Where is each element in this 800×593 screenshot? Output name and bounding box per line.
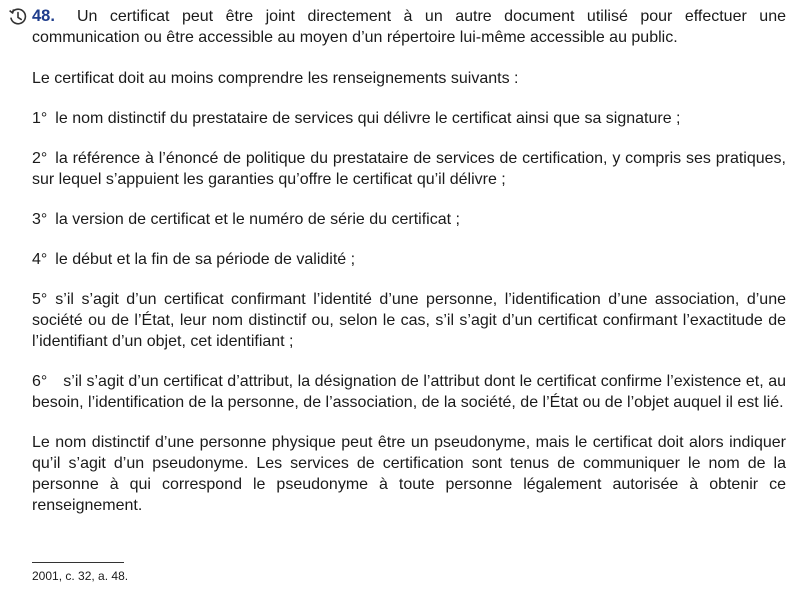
list-item-2 [8,148,786,190]
article-closing-paragraph: Le nom distinctif d’une personne physique peut être un pseudonyme, mais le certificat doit alors indiquer qu’il s’agit d’un pseudonyme. Les services de certification sont tenus de communiquer le nom de la personne à qui correspond le pseudonyme à toute personne légalement autorisée à obtenir ce renseignement. [32,434,786,514]
list-item-text: s’il s’agit d’un certificat d’attribut, la désignation de l’attribut dont le certificat confirme l’existence et, au besoin, l’identification de la personne, de l’association, de la société, de l’État ou de l’objet auquel il est lié. [32,373,786,411]
article-intro-text: Un certificat peut être joint directement à un autre document utilisé pour effectuer une communication ou être accessible au moyen d’un répertoire lui-même accessible au public. [32,8,786,46]
list-item-text: le début et la fin de sa période de validité ; [55,251,356,268]
list-item-1 [8,108,786,129]
list-item-number: 5° [32,291,48,308]
history-icon[interactable] [8,7,28,27]
list-item-number: 4° [32,251,48,268]
list-item-text: s’il s’agit d’un certificat confirmant l’identité d’une personne, l’identification d’une association, d’une société ou de l’État, leur nom distinctif ou, selon le cas, s’il s’agit d’un certificat confirmant l’exactitude de l’identifiant d’un objet, cet identifiant ; [32,291,786,350]
list-item-number: 1° [32,110,48,127]
list-item-number: 3° [32,211,48,228]
list-item-4 [8,249,786,270]
article-heading-paragraph [8,6,786,48]
footnote-divider [32,562,124,563]
list-item-number: 2° [32,150,48,167]
list-item-5 [8,289,786,352]
list-item-text: la référence à l’énoncé de politique du prestataire de services de certification, y compris ses pratiques, sur lequel s’appuient les garanties qu’offre le certificat qu’il délivre ; [32,150,786,188]
list-item-number: 6° [32,373,48,390]
list-item-3 [8,209,786,230]
list-item-text: la version de certificat et le numéro de série du certificat ; [55,211,460,228]
legislative-source-note: 2001, c. 32, a. 48. [32,569,129,583]
article-number: 48. [32,7,55,25]
list-item-6 [8,371,786,413]
article-48 [8,6,786,516]
article-lead-paragraph: Le certificat doit au moins comprendre les renseignements suivants : [32,70,519,87]
list-item-text: le nom distinctif du prestataire de services qui délivre le certificat ainsi que sa signature ; [55,110,681,127]
